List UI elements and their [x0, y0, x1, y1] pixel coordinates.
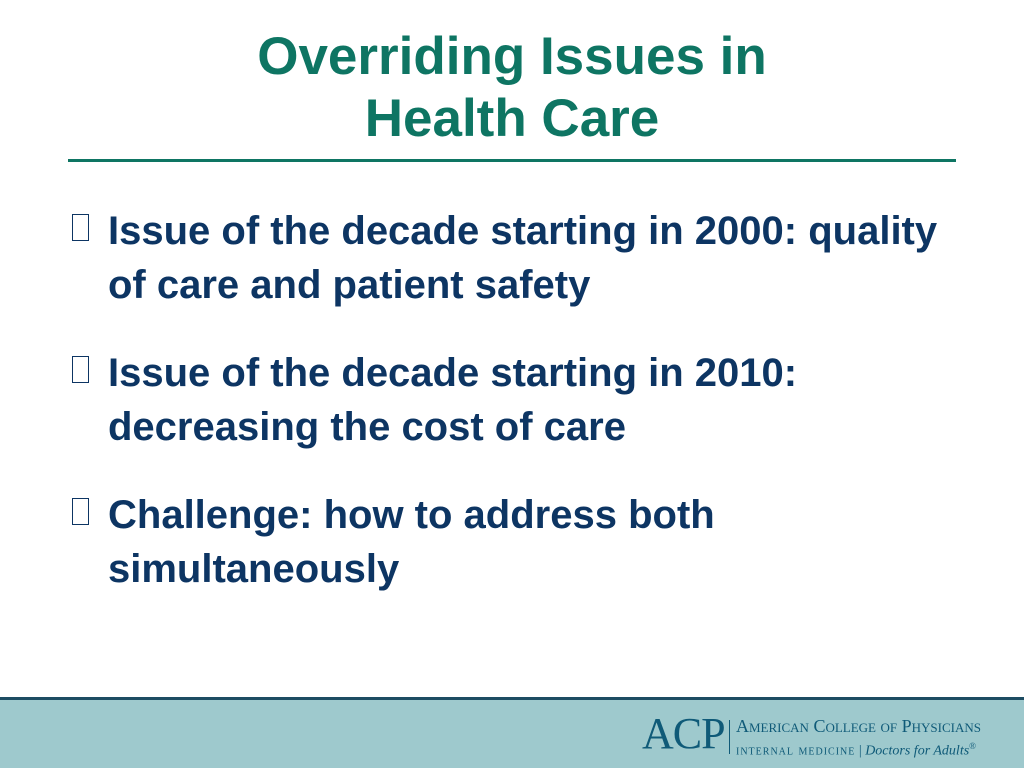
bullet-item-1 [68, 204, 948, 312]
title-line-2: Health Care [364, 89, 660, 148]
logo-divider [729, 720, 730, 754]
bullet-text-1: Issue of the decade starting in 2000: quality of care and patient safety [108, 209, 938, 307]
logo-tagline [736, 737, 976, 761]
slide-title [0, 26, 1024, 150]
logo-mark: ACP [642, 709, 725, 758]
title-line-1: Overriding Issues in [257, 27, 767, 86]
footer-band [0, 700, 1024, 768]
title-divider [68, 159, 956, 162]
tagline-text: Doctors for Adults [865, 743, 970, 759]
bullet-text-3: Challenge: how to address both simultaneously [108, 493, 715, 591]
square-bullet-icon [72, 214, 89, 241]
square-bullet-icon [72, 356, 89, 383]
org-name: American College of Physicians [736, 716, 981, 736]
bullet-text-2: Issue of the decade starting in 2010: decreasing the cost of care [108, 351, 798, 449]
department-text: internal medicine [736, 743, 856, 759]
bullet-list [68, 204, 948, 630]
registered-mark: ® [969, 741, 977, 751]
tagline-separator: | [858, 743, 862, 759]
square-bullet-icon [72, 498, 89, 525]
bullet-item-3 [68, 488, 948, 596]
bullet-item-2 [68, 346, 948, 454]
